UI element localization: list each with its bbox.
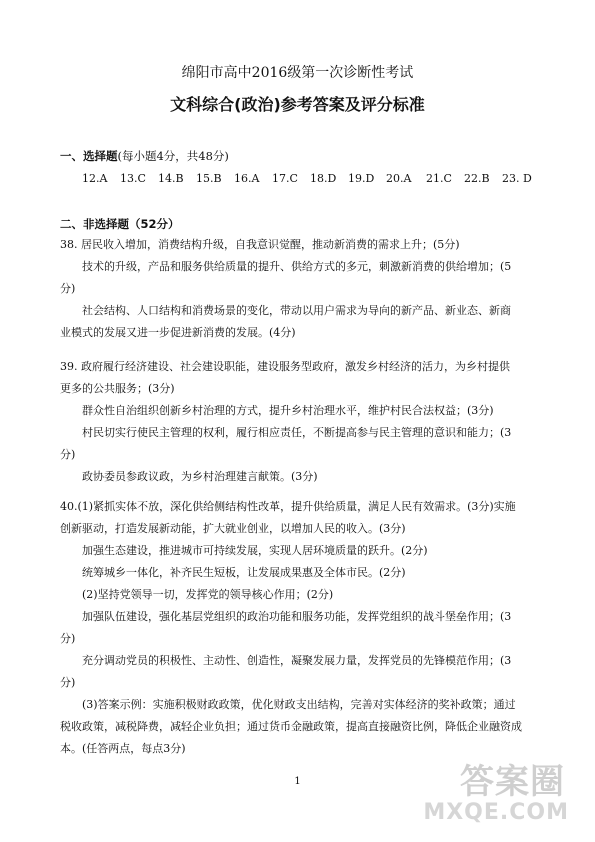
- exam-title: 绵阳市高中2016级第一次诊断性考试: [181, 65, 414, 81]
- mc-answer: 18.D: [310, 172, 337, 185]
- q39-line: 群众性自治组织创新乡村治理的方式，提升乡村治理水平，维护村民合法权益；(3分): [82, 404, 494, 417]
- mc-answer: 13.C: [120, 172, 146, 185]
- q40-line: 本。(任答两点，每点3分): [60, 742, 186, 755]
- page-number: 1: [294, 776, 301, 787]
- question-40: [60, 496, 544, 760]
- q39-line: 村民切实行使民主管理的权利，履行相应责任，不断提高参与民主管理的意识和能力；(3: [82, 426, 512, 439]
- section1-label: 一、选择题: [60, 149, 118, 163]
- mc-answer: 20.A: [386, 172, 412, 185]
- q40-line: (3)答案示例：实施积极财政政策，优化财政支出结构，完善对实体经济的奖补政策；通过: [82, 698, 516, 711]
- q38-line: 技术的升级，产品和服务供给质量的提升、供给方式的多元，刺激新消费的供给增加；(5: [82, 260, 512, 273]
- q38-line: 业模式的发展又进一步促进新消费的发展。(4分): [60, 326, 296, 339]
- mc-answer: 21.C: [426, 172, 452, 185]
- mc-answer: 17.C: [272, 172, 298, 185]
- question-39: [60, 356, 544, 488]
- q40-line: 分): [60, 632, 76, 645]
- q40-line: 加强生态建设，推进城市可持续发展，实现人居环境质量的跃升。(2分): [82, 544, 428, 557]
- mc-answer: 14.B: [158, 172, 184, 185]
- mc-answer: 19.D: [348, 172, 375, 185]
- mc-answer: 22.B: [464, 172, 490, 185]
- q39-line: 政协委员参政议政，为乡村治理建言献策。(3分): [82, 470, 318, 483]
- answer-key-title: 文科综合(政治)参考答案及评分标准: [170, 95, 425, 114]
- mc-answer: 12.A: [82, 172, 108, 185]
- q40-line: 统筹城乡一体化，补齐民生短板，让发展成果惠及全体市民。(2分): [82, 566, 406, 579]
- section2-label: 二、非选择题（52分）: [60, 217, 180, 231]
- watermark: [423, 754, 575, 834]
- question-38: [60, 234, 544, 344]
- watermark-logo: 答案圈: [460, 762, 565, 802]
- q40-line: 40.(1)紧抓实体不放，深化供给侧结构性改革，提升供给质量，满足人民有效需求。(3分)实施: [60, 500, 516, 513]
- mc-answer-row: [82, 172, 542, 185]
- section1-note: (每小题4分，共48分): [117, 149, 229, 163]
- mc-answer: 16.A: [234, 172, 260, 185]
- q40-line: 分): [60, 676, 76, 689]
- q40-line: (2)坚持党领导一切，发挥党的领导核心作用；(2分): [82, 588, 334, 601]
- mc-answer: 23. D: [502, 172, 532, 185]
- q39-line: 分): [60, 448, 76, 461]
- section2-heading: [60, 216, 180, 232]
- q39-line: 更多的公共服务；(3分): [60, 382, 175, 395]
- q40-line: 创新驱动，打造发展新动能，扩大就业创业，以增加人民的收入。(3分): [60, 522, 406, 535]
- q38-line: 分): [60, 282, 76, 295]
- q40-line: 充分调动党员的积极性、主动性、创造性，凝聚发展力量，发挥党员的先锋模范作用；(3: [82, 654, 512, 667]
- mc-answer: 15.B: [196, 172, 222, 185]
- q38-line: 38. 居民收入增加，消费结构升级，自我意识觉醒，推动新消费的需求上升；(5分): [60, 238, 460, 251]
- q40-line: 加强队伍建设，强化基层党组织的政治功能和服务功能，发挥党组织的战斗堡垒作用；(3: [82, 610, 512, 623]
- section1-heading: [60, 148, 229, 164]
- q39-line: 39. 政府履行经济建设、社会建设职能，建设服务型政府，激发乡村经济的活力，为乡村提供: [60, 360, 510, 373]
- q38-line: 社会结构、人口结构和消费场景的变化，带动以用户需求为导向的新产品、新业态、新商: [82, 304, 511, 317]
- watermark-url: MXQE.COM: [423, 800, 569, 825]
- q40-line: 税收政策，减税降费，减轻企业负担；通过货币金融政策，提高直接融资比例，降低企业融资成: [60, 720, 522, 733]
